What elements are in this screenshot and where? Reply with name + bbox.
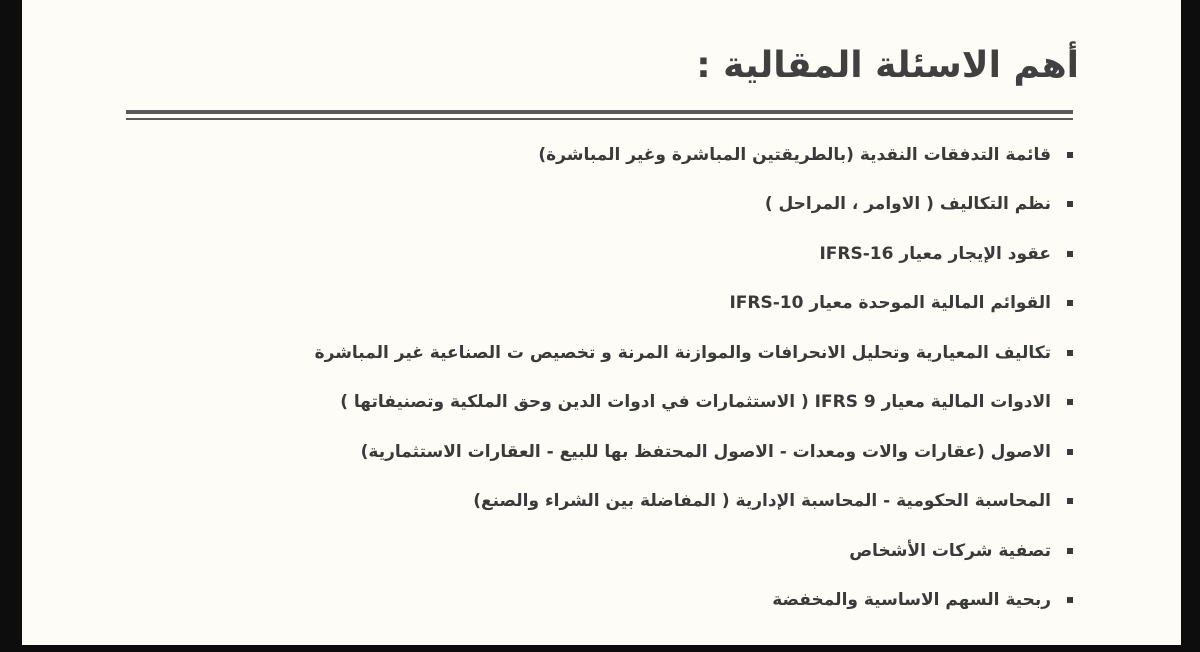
list-item [315, 477, 1073, 527]
square-bullet-icon [1067, 548, 1073, 554]
square-bullet-icon [1067, 201, 1073, 207]
list-item [315, 576, 1073, 626]
list-item [315, 427, 1073, 477]
list-item-text: ربحية السهم الاساسية والمخفضة [772, 590, 1051, 611]
list-item-text: تصفية شركات الأشخاص [849, 540, 1051, 561]
square-bullet-icon [1067, 449, 1073, 455]
list-item-text: عقود الإيجار معيار IFRS-16 [819, 243, 1051, 264]
list-item [315, 378, 1073, 428]
list-item [315, 130, 1073, 180]
list-item-text: القوائم المالية الموحدة معيار IFRS-10 [729, 293, 1051, 314]
square-bullet-icon [1067, 498, 1073, 504]
square-bullet-icon [1067, 399, 1073, 405]
square-bullet-icon [1067, 300, 1073, 306]
list-item-text: تكاليف المعيارية وتحليل الانحرافات والموازنة المرنة و تخصيص ت الصناعية غير المباشرة [314, 342, 1051, 363]
square-bullet-icon [1067, 350, 1073, 356]
list-item [315, 279, 1073, 329]
list-item [315, 180, 1073, 230]
list-item-text: الادوات المالية معيار IFRS 9 ( الاستثمارات في ادوات الدين وحق الملكية وتصنيفاتها ) [340, 392, 1051, 413]
square-bullet-icon [1067, 152, 1073, 158]
title-divider-thin [126, 118, 1073, 120]
slide [22, 0, 1181, 645]
square-bullet-icon [1067, 251, 1073, 257]
list-item-text: المحاسبة الحكومية - المحاسبة الإدارية ( المفاضلة بين الشراء والصنع) [473, 491, 1051, 512]
list-item-text: الاصول (عقارات والات ومعدات - الاصول المحتفظ بها للبيع - العقارات الاستثمارية) [360, 441, 1051, 462]
topics-list [315, 130, 1073, 625]
list-item-text: قائمة التدفقات النقدية (بالطريقتين المباشرة وغير المباشرة) [538, 144, 1051, 165]
list-item [315, 526, 1073, 576]
list-item [315, 229, 1073, 279]
list-item-text: نظم التكاليف ( الاوامر ، المراحل ) [764, 194, 1051, 215]
title-divider-thick [126, 110, 1073, 114]
square-bullet-icon [1067, 597, 1073, 603]
list-item [315, 328, 1073, 378]
slide-title: أهم الاسئلة المقالية : [696, 45, 1079, 86]
